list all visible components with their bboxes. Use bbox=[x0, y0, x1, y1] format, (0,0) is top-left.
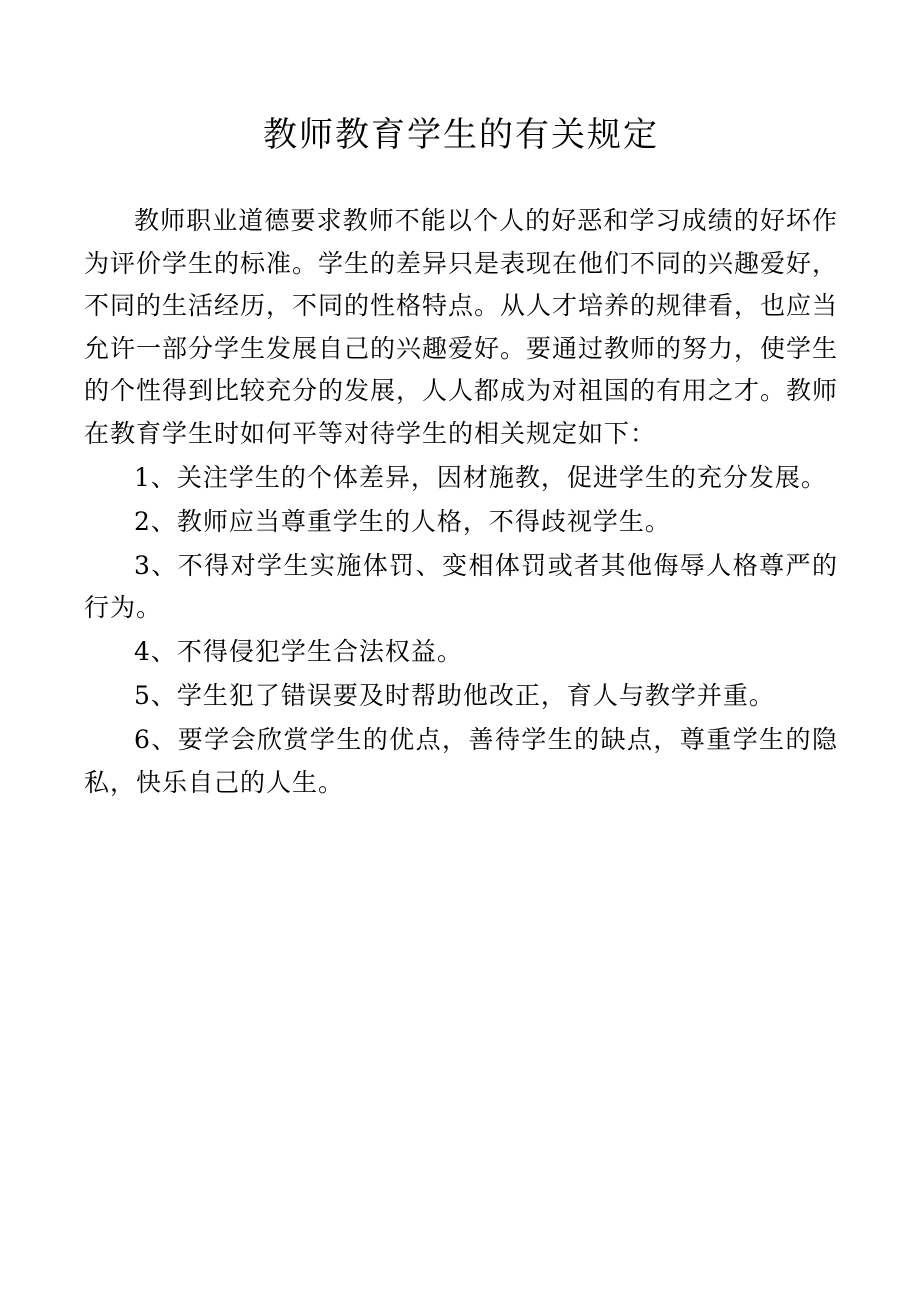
rule-item-3: 3、不得对学生实施体罚、变相体罚或者其他侮辱人格尊严的行为。 bbox=[84, 550, 838, 622]
document-title: 教师教育学生的有关规定 bbox=[263, 115, 659, 155]
document-page bbox=[84, 0, 838, 804]
rule-item-1: 1、关注学生的个体差异，因材施教，促进学生的充分发展。 bbox=[134, 462, 827, 492]
rule-item-6: 6、要学会欣赏学生的优点，善待学生的缺点，尊重学生的隐私，快乐自己的人生。 bbox=[84, 725, 838, 797]
intro-paragraph: 教师职业道德要求教师不能以个人的好恶和学习成绩的好坏作为评价学生的标准。学生的差异只是表现在他们不同的兴趣爱好，不同的生活经历，不同的性格特点。从人才培养的规律看，也应当允许一部分学生发展自己的兴趣爱好。要通过教师的努力，使学生的个性得到比较充分的发展，人人都成为对祖国的有用之才。教师在教育学生时如何平等对待学生的相关规定如下： bbox=[84, 206, 839, 448]
rule-item-5: 5、学生犯了错误要及时帮助他改正，育人与教学并重。 bbox=[134, 681, 775, 710]
rule-item-2: 2、教师应当尊重学生的人格，不得歧视学生。 bbox=[134, 506, 671, 536]
rule-item-4: 4、不得侵犯学生合法权益。 bbox=[134, 637, 463, 666]
